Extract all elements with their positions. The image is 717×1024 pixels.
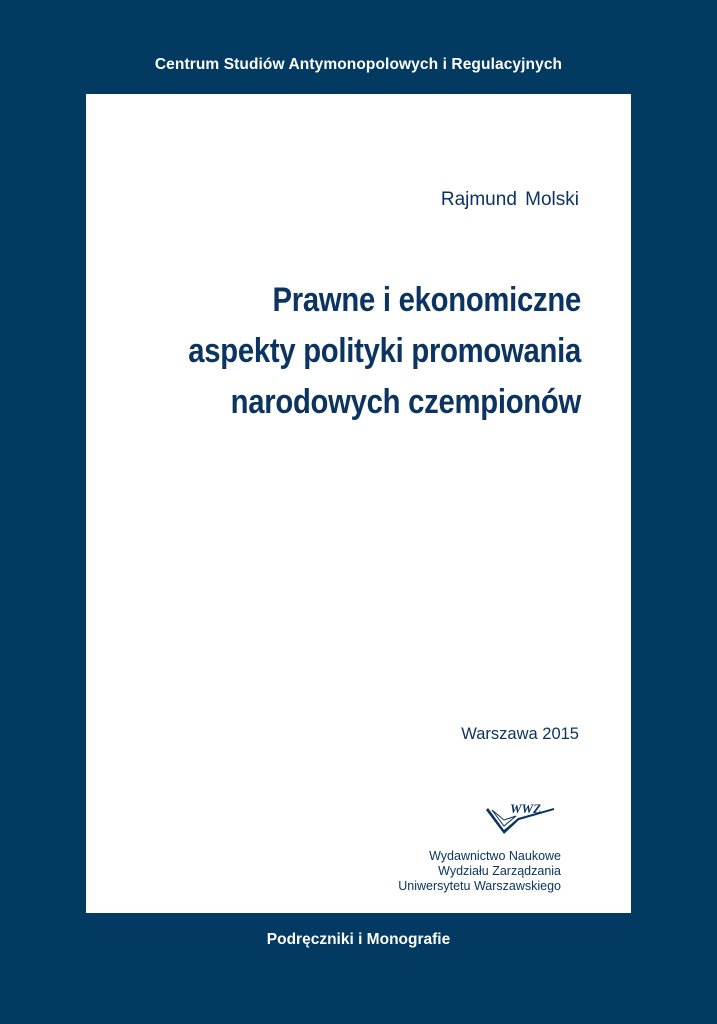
publisher-name <box>398 849 561 894</box>
institution-name: Centrum Studiów Antymonopolowych i Regulacyjnych <box>154 56 563 73</box>
publisher-line-2: Wydziału Zarządzania <box>438 864 561 878</box>
series-name: Podręczniki i Monografie <box>266 931 451 948</box>
title-line-2: aspekty polityki promowania <box>188 332 581 370</box>
cover-white-panel <box>86 94 631 913</box>
author-name: Rajmund Molski <box>440 189 579 210</box>
book-title <box>177 275 581 428</box>
publisher-line-1: Wydawnictwo Naukowe <box>429 849 561 863</box>
logo-text: WWZ <box>510 801 542 816</box>
publisher-logo <box>486 798 558 838</box>
title-line-1: Prawne i ekonomiczne <box>272 281 581 319</box>
title-line-3: narodowych czempionów <box>230 383 581 421</box>
publication-place-year: Warszawa 2015 <box>461 725 579 743</box>
publisher-line-3: Uniwersytetu Warszawskiego <box>398 879 561 893</box>
